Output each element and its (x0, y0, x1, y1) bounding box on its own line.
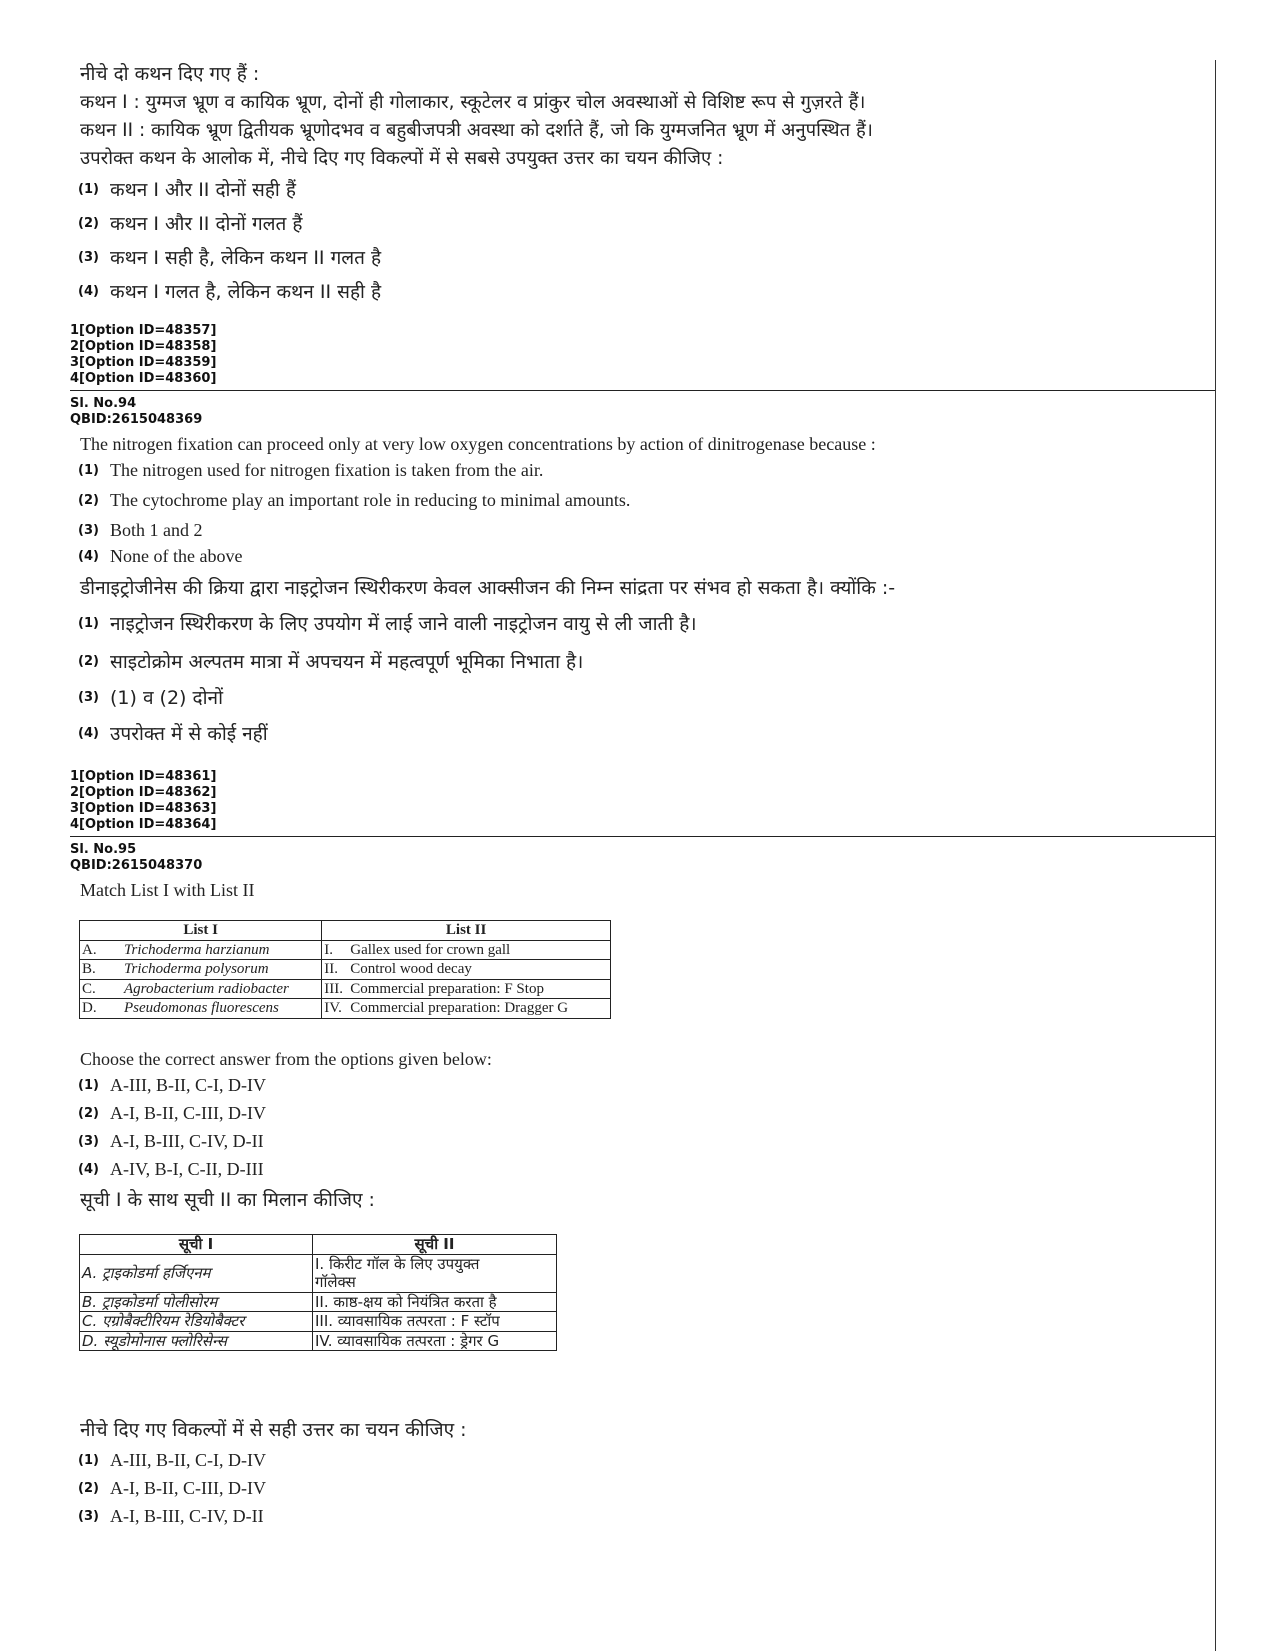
option-number: (1) (78, 463, 99, 478)
option-id: 2[Option ID=48358] (70, 339, 217, 354)
table-header: सूची II (313, 1235, 557, 1255)
option-text: A-I, B-II, C-III, D-IV (110, 1103, 266, 1123)
table-row (80, 960, 611, 980)
option-number: (2) (78, 493, 99, 508)
table-row (80, 1312, 557, 1332)
table-cell: Trichoderma polysorum (122, 960, 322, 980)
table-header: List II (322, 921, 611, 941)
table-row (80, 1292, 557, 1312)
option-number: (2) (78, 653, 99, 669)
table-cell: B. (80, 960, 123, 980)
table-cell: Control wood decay (348, 960, 610, 980)
table-header-row (80, 1235, 557, 1255)
q95-option-hi-3[interactable] (78, 1506, 264, 1527)
option-number: (2) (78, 215, 99, 231)
option-text: साइटोक्रोम अल्पतम मात्रा में अपचयन में महत्वपूर्ण भूमिका निभाता है। (110, 651, 584, 673)
option-id: 1[Option ID=48357] (70, 323, 217, 338)
q95-stem-hi: सूची I के साथ सूची II का मिलान कीजिए : (80, 1189, 375, 1211)
table-cell: D. स्यूडोमोनास फ्लोरिसेन्स (80, 1331, 313, 1351)
table-header-row (80, 921, 611, 941)
q94-stem-en: The nitrogen fixation can proceed only at very low oxygen concentrations by action of dinitrogenase because : (80, 434, 876, 454)
option-text: A-III, B-II, C-I, D-IV (110, 1450, 266, 1470)
divider (70, 390, 1215, 391)
table-cell: IV. व्यावसायिक तत्परता : ड्रेगर G (313, 1331, 557, 1351)
table-row (80, 940, 611, 960)
option-text: The nitrogen used for nitrogen fixation is taken from the air. (110, 460, 544, 480)
table-cell: II. (322, 960, 349, 980)
q94-option-hi-2[interactable] (78, 648, 583, 674)
cell-line: गॉलेक्स (315, 1273, 356, 1291)
table-cell: D. (80, 999, 123, 1019)
q95-stem-en: Match List I with List II (80, 880, 255, 900)
q94-option-en-1[interactable] (78, 460, 543, 481)
option-text: A-I, B-III, C-IV, D-II (110, 1131, 264, 1151)
q94-option-en-2[interactable] (78, 490, 630, 511)
q93-stem-line-4: उपरोक्त कथन के आलोक में, नीचे दिए गए विकल्पों में से सबसे उपयुक्त उत्तर का चयन कीजिए : (80, 148, 724, 169)
table-cell: C. एग्रोबैक्टीरियम रेडियोबैक्टर (80, 1312, 313, 1332)
option-number: (3) (78, 523, 99, 538)
table-cell: Gallex used for crown gall (348, 940, 610, 960)
option-text: A-IV, B-I, C-II, D-III (110, 1159, 264, 1179)
q95-option-hi-2[interactable] (78, 1478, 266, 1499)
option-text: उपरोक्त में से कोई नहीं (110, 723, 268, 745)
option-number: (2) (78, 1481, 99, 1496)
q95-option-en-1[interactable] (78, 1075, 266, 1096)
option-number: (2) (78, 1106, 99, 1121)
option-number: (3) (78, 1509, 99, 1524)
table-row (80, 979, 611, 999)
option-id: 1[Option ID=48361] (70, 769, 217, 784)
option-number: (4) (78, 725, 99, 741)
q94-stem-hi: डीनाइट्रोजीनेस की क्रिया द्वारा नाइट्रोजन स्थिरीकरण केवल आक्सीजन की निम्न सांद्रता पर संभव हो सकता है। क्योंकि :- (80, 577, 896, 599)
option-number: (4) (78, 1162, 99, 1177)
table-cell: IV. (322, 999, 349, 1019)
option-id: 4[Option ID=48360] (70, 371, 217, 386)
table-row (80, 1254, 557, 1292)
table-cell: III. (322, 979, 349, 999)
table-cell: II. काष्ठ-क्षय को नियंत्रित करता है (313, 1292, 557, 1312)
q94-option-hi-3[interactable] (78, 684, 223, 710)
table-cell: B. ट्राइकोडर्मा पोलीसोरम (80, 1292, 313, 1312)
q95-choose-hi: नीचे दिए गए विकल्पों में से सही उत्तर का चयन कीजिए : (80, 1419, 467, 1441)
table-cell: III. व्यावसायिक तत्परता : F स्टॉप (313, 1312, 557, 1332)
option-text: A-III, B-II, C-I, D-IV (110, 1075, 266, 1095)
option-number: (4) (78, 283, 99, 299)
page-frame (70, 60, 1216, 1651)
option-id: 3[Option ID=48363] (70, 801, 217, 816)
table-cell: Commercial preparation: F Stop (348, 979, 610, 999)
option-number: (3) (78, 1134, 99, 1149)
q95-sl-no: Sl. No.95 (70, 842, 137, 857)
q95-match-table-en (79, 920, 611, 1019)
q95-match-table-hi (79, 1234, 557, 1351)
option-id: 4[Option ID=48364] (70, 817, 217, 832)
option-number: (1) (78, 615, 99, 631)
cell-line: I. किरीट गॉल के लिए उपयुक्त (315, 1254, 480, 1273)
option-text: कथन I और II दोनों सही हैं (110, 179, 296, 201)
table-row (80, 999, 611, 1019)
q94-option-ids (70, 769, 216, 833)
q95-option-en-3[interactable] (78, 1131, 264, 1152)
table-cell: A. ट्राइकोडर्मा हर्जिएनम (80, 1254, 313, 1292)
option-text: A-I, B-II, C-III, D-IV (110, 1478, 266, 1498)
divider (70, 836, 1215, 837)
q93-option-1[interactable] (78, 176, 296, 202)
option-text: None of the above (110, 546, 243, 566)
table-header: सूची I (80, 1235, 313, 1255)
option-text: A-I, B-III, C-IV, D-II (110, 1506, 264, 1526)
option-text: नाइट्रोजन स्थिरीकरण के लिए उपयोग में लाई जाने वाली नाइट्रोजन वायु से ली जाती है। (110, 613, 697, 635)
q95-option-en-4[interactable] (78, 1159, 264, 1180)
option-number: (4) (78, 549, 99, 564)
q95-option-en-2[interactable] (78, 1103, 266, 1124)
option-number: (1) (78, 181, 99, 197)
option-number: (3) (78, 689, 99, 705)
q94-option-hi-1[interactable] (78, 610, 697, 636)
option-id: 3[Option ID=48359] (70, 355, 217, 370)
q94-option-hi-4[interactable] (78, 720, 268, 746)
q95-choose-en: Choose the correct answer from the options given below: (80, 1049, 492, 1069)
q95-qbid: QBID:2615048370 (70, 858, 203, 873)
table-cell (313, 1254, 557, 1292)
table-header: List I (80, 921, 322, 941)
q93-option-3[interactable] (78, 244, 381, 270)
table-cell: I. (322, 940, 349, 960)
option-number: (3) (78, 249, 99, 265)
q94-qbid: QBID:2615048369 (70, 412, 203, 427)
table-row (80, 1331, 557, 1351)
table-cell: Agrobacterium radiobacter (122, 979, 322, 999)
q93-stem-line-3: कथन II : कायिक भ्रूण द्वितीयक भ्रूणोदभव व बहुबीजपत्री अवस्था को दर्शाते हैं, जो कि युग्मजनित भ्रूण में अनुपस्थित हैं। (80, 120, 873, 141)
q93-stem-line-1: नीचे दो कथन दिए गए हैं : (80, 63, 260, 85)
q95-option-hi-1[interactable] (78, 1450, 266, 1471)
option-number: (1) (78, 1453, 99, 1468)
q94-option-en-4[interactable] (78, 546, 242, 567)
option-text: (1) व (2) दोनों (110, 687, 223, 709)
table-cell: Pseudomonas fluorescens (122, 999, 322, 1019)
option-number: (1) (78, 1078, 99, 1093)
q93-option-2[interactable] (78, 210, 303, 236)
table-cell: Trichoderma harzianum (122, 940, 322, 960)
option-text: The cytochrome play an important role in reducing to minimal amounts. (110, 490, 631, 510)
option-text: कथन I गलत है, लेकिन कथन II सही है (110, 281, 382, 303)
option-text: कथन I और II दोनों गलत हैं (110, 213, 303, 235)
q93-option-4[interactable] (78, 278, 381, 304)
q94-option-en-3[interactable] (78, 520, 203, 541)
table-cell: A. (80, 940, 123, 960)
option-text: कथन I सही है, लेकिन कथन II गलत है (110, 247, 382, 269)
table-cell: Commercial preparation: Dragger G (348, 999, 610, 1019)
table-cell: C. (80, 979, 123, 999)
option-text: Both 1 and 2 (110, 520, 203, 540)
q93-stem-line-2: कथन I : युग्मज भ्रूण व कायिक भ्रूण, दोनों ही गोलाकार, स्कूटेलर व प्रांकुर चोल अवस्थाओं से विशिष्ट रूप से गुज़रते हैं। (80, 92, 866, 113)
option-id: 2[Option ID=48362] (70, 785, 217, 800)
q93-option-ids (70, 323, 216, 387)
q94-sl-no: Sl. No.94 (70, 396, 137, 411)
